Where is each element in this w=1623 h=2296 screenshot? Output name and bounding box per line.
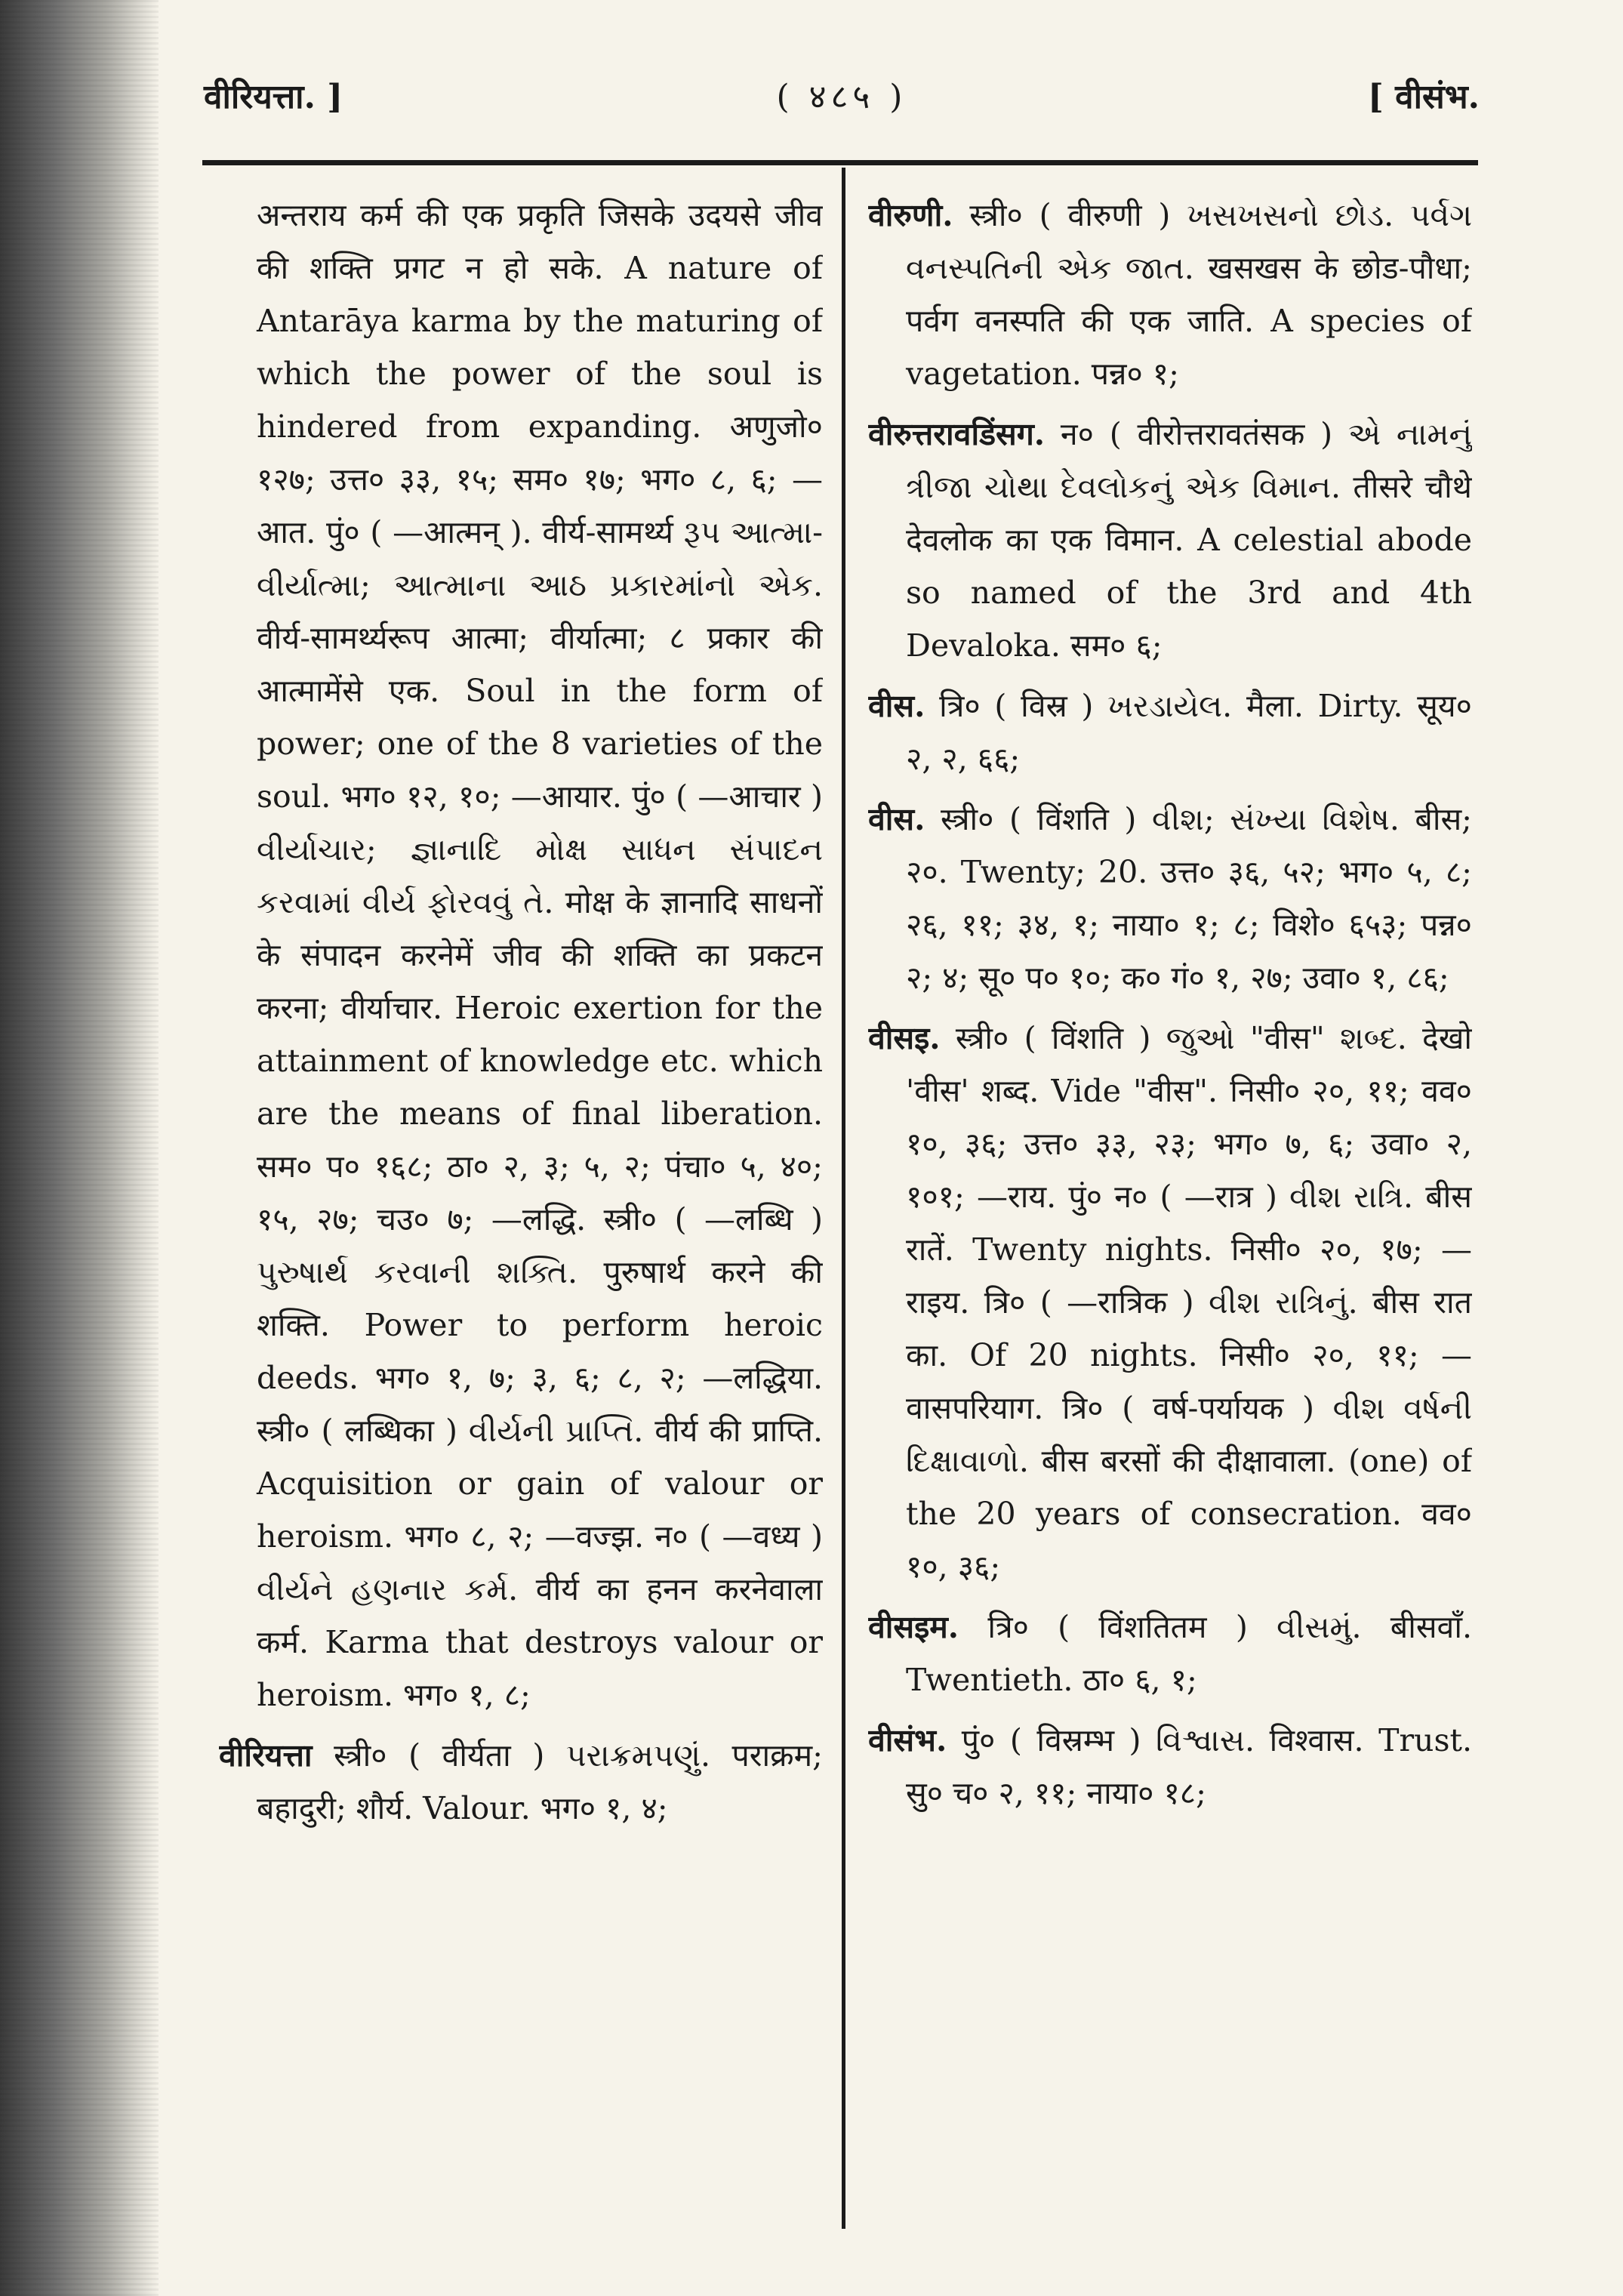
headword: वीसइ. <box>868 1020 941 1056</box>
headword: वीरुणी. <box>868 197 953 233</box>
entry-text: अन्तराय कर्म की एक प्रकृति जिसके उदयसे जीव की शक्ति प्रगट न हो सके. A nature of Antarāya karma by the maturing of which the power of the soul is hindered from expanding. अणुजो० १२७; उत्त० ३३, १५; सम० १७; भग० ८, ६; —आत. पुं० ( —आत्मन् ). वीर्य-सामर्थ्य રૂપ આત્મા-વીર્યાત્મા; આત્માના આઠ પ્રકારમાંનો એક. वीर्य-सामर्थ्यरूप आत्मा; वीर्यात्मा; ८ प्रकार की आत्मामेंसे एक. Soul in the form of power; one of the 8 varieties of the soul. भग० १२, १०; —आयार. पुं० ( —आचार ) વીર્યાચાર; જ્ઞાનાદિ મોક્ષ સાધન સંપાદન કરવામાં વીર્ય ફોરવવું તે. मोक्ष के ज्ञानादि साधनों के संपादन करनेमें जीव की शक्ति का प्रकटन करना; वीर्याचार. Heroic exertion for the attainment of knowledge etc. which are the means of final liberation. सम० प० १६८; ठा० २, ३; ५, २; पंचा० ५, ४०; १५, २७; चउ० ७; —लद्धि. स्त्री० ( —लब्धि ) પુરુષાર્થ કરવાની શક્તિ. पुरुषार्थ करने की शक्ति. Power to perform heroic deeds. भग० १, ७; ३, ६; ८, २; —लद्धिया. स्त्री० ( लब्धिका ) વીર્યની પ્રાપ્તિ. वीर्य की प्राप्ति. Acquisition or gain of valour or heroism. भग० ८, २; —वज्झ. न० ( —वध्य ) વીર્યને હણનાર કર્મ. वीर्य का हनन करनेवाला कर्म. Karma that destroys valour or heroism. भग० १, ८; <box>257 197 823 1713</box>
header-right-guideword: [ वीसंभ. <box>1368 78 1480 116</box>
dictionary-entry <box>868 793 1472 1004</box>
dictionary-entry <box>868 1601 1472 1706</box>
headword: वीरियत्ता <box>219 1737 313 1774</box>
headword: वीरुत्तरावडिंसग. <box>868 416 1046 452</box>
dictionary-entry <box>219 189 823 1721</box>
page-header <box>204 72 1480 140</box>
dictionary-entry <box>868 1012 1472 1593</box>
dictionary-entry <box>219 1729 823 1835</box>
entry-text: स्त्री० ( वीर्यता ) પરાક્રમપણું. पराक्रम; बहादुरी; शौर्य. Valour. भग० १, ४; <box>257 1737 823 1826</box>
dictionary-entry <box>868 189 1472 400</box>
entry-text: स्त्री० ( वीरुणी ) ખસખસનો છોડ. પર્વગ વનસ્પતિની એક જાત. खसखस के छोड-पौधा; पर्वग वनस्पति की एक जाति. A species of vagetation. पन्न० १; <box>906 197 1472 392</box>
column-divider <box>842 168 845 2229</box>
entry-text: पुं० ( विस्रम्भ ) વિશ્વાસ. विश्वास. Trust. सु० च० २, ११; नाया० १८; <box>906 1722 1472 1811</box>
headword: वीसइम. <box>868 1609 959 1645</box>
entry-text: त्रि० ( विस्र ) ખરડાયેલ. मैला. Dirty. सूय० २, २, ६६; <box>906 688 1472 777</box>
entry-text: न० ( वीरोत्तरावतंसक ) એ નામનું ત્રીજા ચોથા દેવલોકનું એક વિમાન. तीसरे चौथे देवलोक का एक विमान. A celestial abode so named of the 3rd and 4th Devaloka. सम० ६; <box>906 416 1472 664</box>
binding-shadow <box>0 0 159 2296</box>
dictionary-entry <box>868 408 1472 672</box>
right-column <box>868 189 1472 2242</box>
page-number: ( ४८५ ) <box>776 78 907 116</box>
dictionary-entry <box>868 680 1472 785</box>
headword: वीसंभ. <box>868 1722 947 1758</box>
header-rule <box>202 160 1478 165</box>
dictionary-entry <box>868 1714 1472 1820</box>
entry-text: स्त्री० ( विंशति ) જુઓ "वीस" શબ્દ. देखो 'वीस' शब्द. Vide "वीस". निसी० २०, ११; वव० १०, ३६; उत्त० ३३, २३; भग० ७, ६; उवा० २, १०१; —राय. पुं० न० ( —रात्र ) વીશ રાત્રિ. बीस रातें. Twenty nights. निसी० २०, १७; —राइय. त्रि० ( —रात्रिक ) વીશ રાત્રિનું. बीस रात का. Of 20 nights. निसी० २०, ११; —वासपरियाग. त्रि० ( वर्ष-पर्यायक ) વીશ વર્ષની દિક્ષાવાળો. बीस बरसों की दीक्षावाला. (one) of the 20 years of consecration. वव० १०, ३६; <box>906 1020 1472 1585</box>
headword: वीस. <box>868 801 925 837</box>
left-column <box>219 189 823 2242</box>
headword: वीस. <box>868 688 925 724</box>
entry-text: स्त्री० ( विंशति ) વીશ; સંખ્યા વિશેષ. बीस; २०. Twenty; 20. उत्त० ३६, ५२; भग० ५, ८; २६, ११; ३४, १; नाया० १; ८; विशे० ६५३; पन्न० २; ४; सू० प० १०; क० गं० १, २७; उवा० १, ८६; <box>906 801 1472 996</box>
header-left-guideword: वीरियत्ता. ] <box>204 78 343 116</box>
entry-text: त्रि० ( विंशतितम ) વીસમું. बीसवाँ. Twentieth. ठा० ६, १; <box>906 1609 1472 1698</box>
